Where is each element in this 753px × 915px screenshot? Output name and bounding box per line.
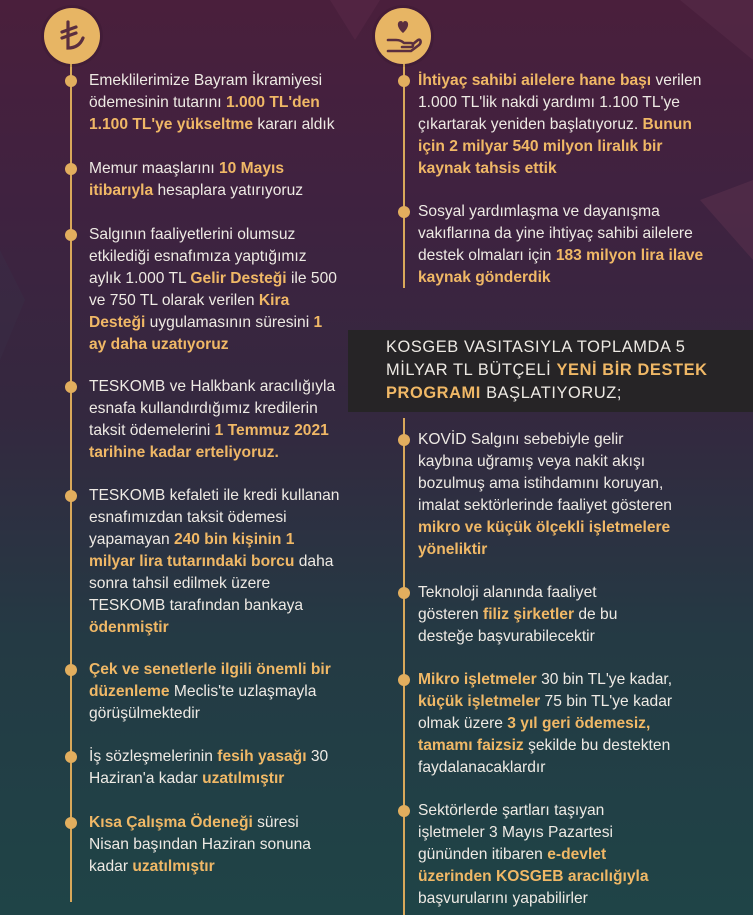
highlight-text: YENİ BİR DESTEK PROGRAMI xyxy=(386,361,708,402)
body-text: verilen 1.000 TL'lik nakdi yardımı 1.100 TL'ye çıkartarak yeniden başlatıyoruz. xyxy=(418,72,702,133)
highlight-text: ödenmiştir xyxy=(89,619,169,636)
highlight-text: İhtiyaç sahibi ailelere hane başı xyxy=(418,72,652,89)
timeline-dot xyxy=(398,75,410,87)
highlight-text: küçük işletmeler xyxy=(418,693,541,710)
body-text: süresi Nisan başından Haziran sonuna kadar xyxy=(89,814,311,875)
body-text: Meclis'te uzlaşmayla görüşülmektedir xyxy=(89,683,317,722)
timeline-dot xyxy=(65,163,77,175)
highlight-text: filiz şirketler xyxy=(483,606,575,623)
body-text: Sektörlerde şartları taşıyan işletmeler 3 Mayıs Pazartesi gününden itibaren xyxy=(418,802,613,863)
left-item xyxy=(89,659,341,725)
hand-heart-icon xyxy=(375,8,431,64)
body-text: KOSGEB VASITASIYLA TOPLAMDA 5 MİLYAR TL BÜTÇELİ xyxy=(386,338,686,379)
highlight-text: 1 Temmuz 2021 tarihine kadar erteliyoruz. xyxy=(89,422,329,461)
timeline-dot xyxy=(65,664,77,676)
lira-icon xyxy=(44,8,100,64)
right-item xyxy=(418,70,708,180)
highlight-text: Gelir Desteği xyxy=(190,270,287,287)
left-item xyxy=(89,812,339,878)
highlight-text: Kira Desteği xyxy=(89,292,290,331)
right-item xyxy=(418,429,673,561)
timeline-dot xyxy=(398,587,410,599)
highlight-text: mikro ve küçük ölçekli işletmelere yöneliktir xyxy=(418,519,671,558)
body-text: Emeklilerimize Bayram İkramiyesi ödemesinin tutarını xyxy=(89,72,323,111)
highlight-text: 10 Mayıs itibarıyla xyxy=(89,160,285,199)
body-text: İş sözleşmelerinin xyxy=(89,748,218,765)
body-text: daha sonra tahsil edilmek üzere TESKOMB tarafından bankaya xyxy=(89,553,334,614)
timeline-dot xyxy=(65,75,77,87)
body-text: BAŞLATIYORUZ; xyxy=(480,384,623,402)
timeline-dot xyxy=(398,434,410,446)
highlight-text: uzatılmıştır xyxy=(202,770,285,787)
right-item xyxy=(418,201,718,289)
left-item xyxy=(89,224,337,356)
body-text: başvurularını yapabilirler xyxy=(418,890,588,907)
highlight-text: Mikro işletmeler xyxy=(418,671,537,688)
body-text: Teknoloji alanında faaliyet gösteren xyxy=(418,584,597,623)
left-item xyxy=(89,376,347,464)
timeline-dot xyxy=(65,381,77,393)
timeline-dot xyxy=(398,805,410,817)
body-text: TESKOMB kefaleti ile kredi kullanan esnafımızdan taksit ödemesi yapamayan xyxy=(89,487,340,548)
left-item xyxy=(89,485,341,639)
body-text: Memur maaşlarını xyxy=(89,160,219,177)
highlight-text: 183 milyon lira ilave kaynak gönderdik xyxy=(418,247,704,286)
timeline-dot xyxy=(65,751,77,763)
right-item xyxy=(418,582,638,648)
highlight-text: Kısa Çalışma Ödeneği xyxy=(89,814,253,831)
body-text: de bu desteğe başvurabilecektir xyxy=(418,606,618,645)
body-text: şekilde bu destekten faydalanacaklardır xyxy=(418,737,671,776)
left-item xyxy=(89,70,347,136)
body-text: Sosyal yardımlaşma ve dayanışma vakıflarına da yine ihtiyaç sahibi ailelere destek olmaları için xyxy=(418,203,693,264)
highlight-text: 240 bin kişinin 1 milyar lira tutarındaki borcu xyxy=(89,531,295,570)
highlight-text: 1 ay daha uzatıyoruz xyxy=(89,314,323,353)
timeline-dot xyxy=(398,206,410,218)
body-text: Salgının faaliyetlerini olumsuz etkilediği esnafımıza yaptığımız aylık 1.000 TL xyxy=(89,226,307,287)
left-timeline xyxy=(70,60,72,902)
body-text: 30 Haziran'a kadar xyxy=(89,748,329,787)
kosgeb-banner-text xyxy=(386,336,736,405)
highlight-text: 3 yıl geri ödemesiz, tamamı faizsiz xyxy=(418,715,651,754)
highlight-text: Bunun için 2 milyar 540 milyon liralık bir kaynak tahsis ettik xyxy=(418,116,692,177)
body-text: KOVİD Salgını sebebiyle gelir kaybına uğramış veya nakit akışı bozulmuş ama istihdamını koruyan, imalat sektörlerinde faaliyet gösteren xyxy=(418,431,672,514)
right-item xyxy=(418,669,676,779)
highlight-text: 1.000 TL'den 1.100 TL'ye yükseltme xyxy=(89,94,320,133)
highlight-text: uzatılmıştır xyxy=(132,858,215,875)
highlight-text: Çek ve senetlerle ilgili önemli bir düzenleme xyxy=(89,661,331,700)
left-item xyxy=(89,746,329,790)
timeline-dot xyxy=(65,229,77,241)
body-text: 30 bin TL'ye kadar, xyxy=(536,671,673,688)
body-text: 75 bin TL'ye kadar olmak üzere xyxy=(418,693,673,732)
right-timeline-bottom xyxy=(403,418,405,915)
timeline-dot xyxy=(65,817,77,829)
left-item xyxy=(89,158,329,202)
timeline-dot xyxy=(398,674,410,686)
body-text: kararı aldık xyxy=(253,116,335,133)
highlight-text: e-devlet üzerinden KOSGEB aracılığıyla xyxy=(418,846,649,885)
timeline-dot xyxy=(65,490,77,502)
body-text: TESKOMB ve Halkbank aracılığıyla esnafa kullandırdığımız kredilerin taksit ödemelerini xyxy=(89,378,336,439)
body-text: uygulamasının süresini xyxy=(145,314,314,331)
right-item xyxy=(418,800,668,910)
body-text: ile 500 ve 750 TL olarak verilen xyxy=(89,270,337,309)
body-text: hesaplara yatırıyoruz xyxy=(153,182,304,199)
right-timeline-top xyxy=(403,60,405,288)
highlight-text: fesih yasağı xyxy=(217,748,307,765)
